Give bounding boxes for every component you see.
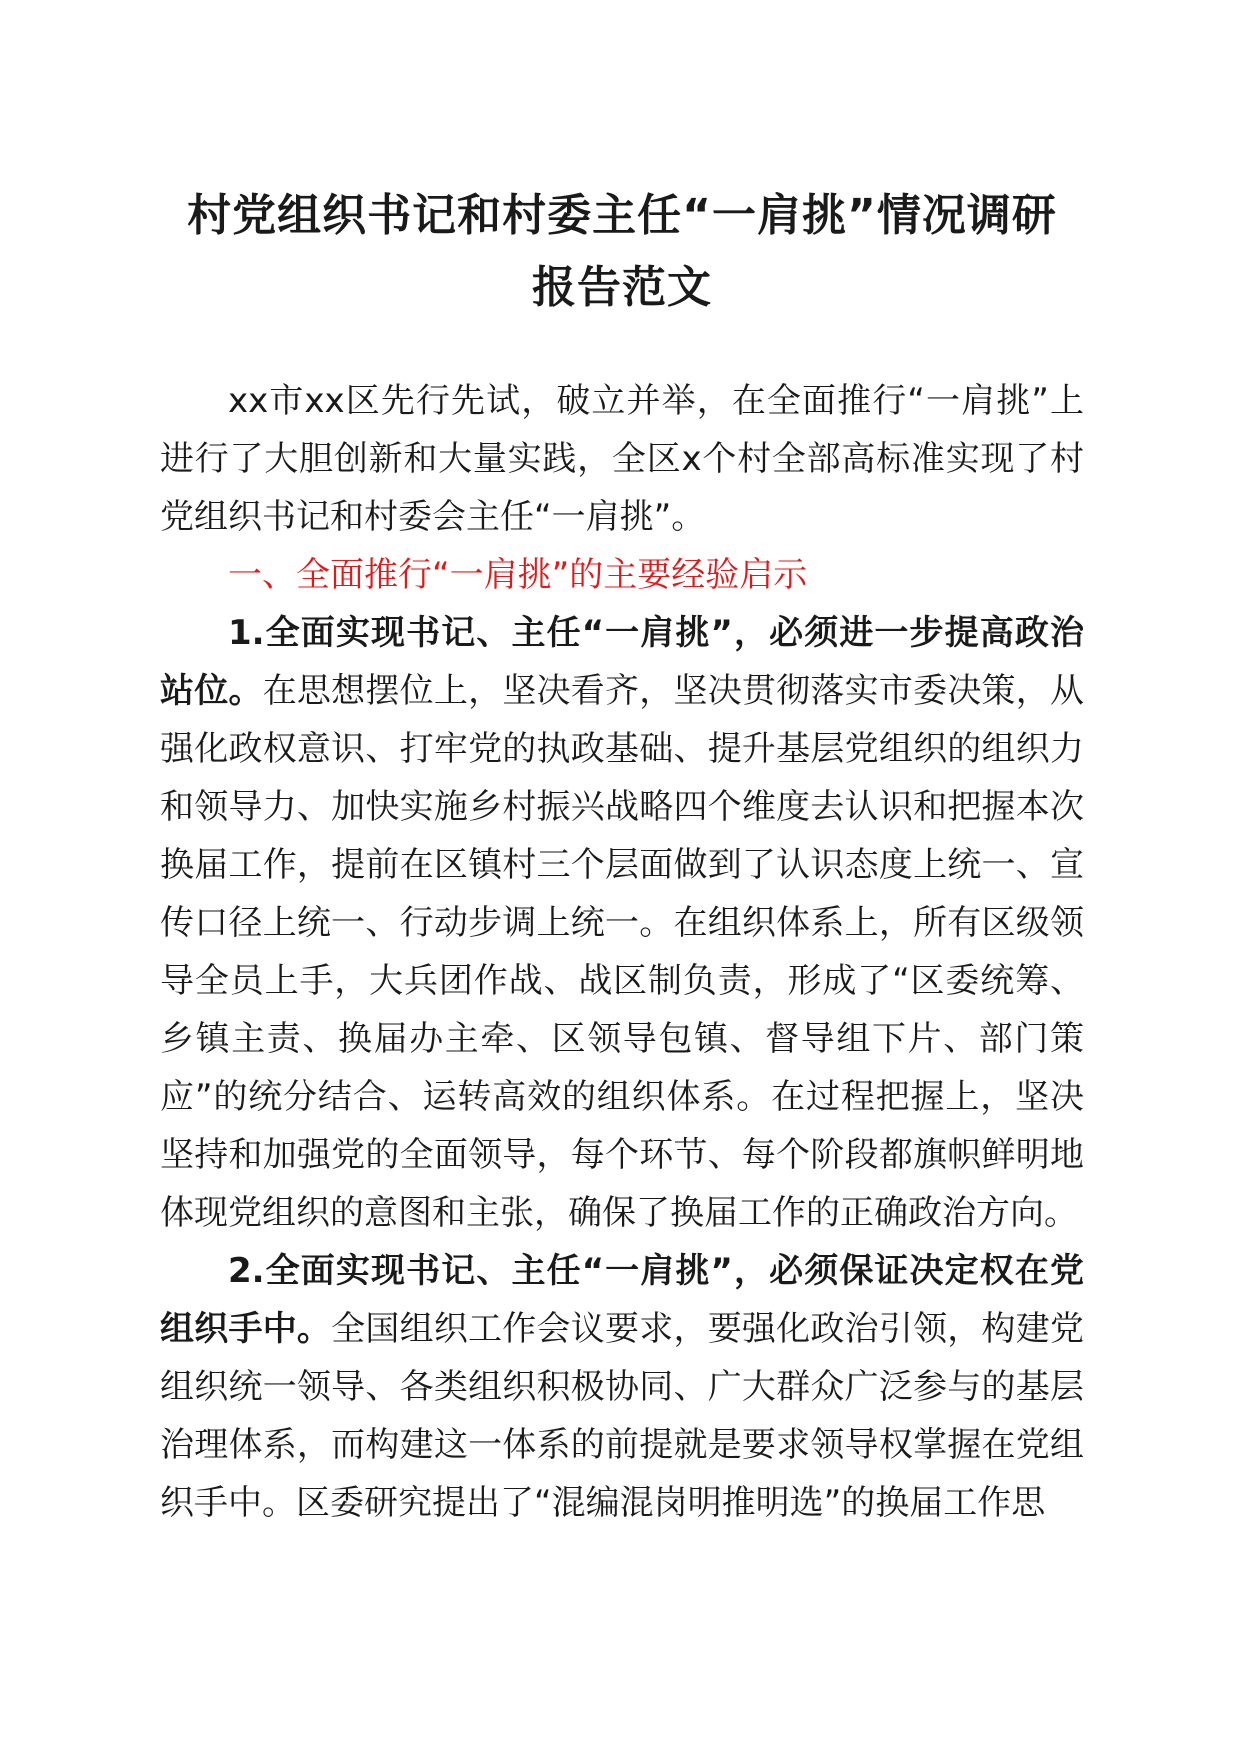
document-page xyxy=(160,180,1084,1532)
item-2-body: 全国组织工作会议要求，要强化政治引领，构建党组织统一领导、各类组织积极协同、广大群众广泛参与的基层治理体系，而构建这一体系的前提就是要求领导权掌握在党组织手中。区委研究提出了“混编混岗明推明选”的换届工作思 xyxy=(160,1309,1085,1523)
item-2-paragraph xyxy=(160,1242,1084,1532)
intro-paragraph: xx市xx区先行先试，破立并举，在全面推行“一肩挑”上进行了大胆创新和大量实践，全区x个村全部高标准实现了村党组织书记和村委会主任“一肩挑”。 xyxy=(160,381,1084,537)
document-body xyxy=(160,372,1084,1532)
item-1-lead: 1.全面实现书记、主任“一肩挑”，必须进一步提高政治站位。 xyxy=(160,613,1084,711)
document-title xyxy=(160,180,1084,324)
item-1-body: 在思想摆位上，坚决看齐，坚决贯彻落实市委决策，从强化政权意识、打牢党的执政基础、提升基层党组织的组织力和领导力、加快实施乡村振兴战略四个维度去认识和把握本次换届工作，提前在区镇村三个层面做到了认识态度上统一、宣传口径上统一、行动步调上统一。在组织体系上，所有区级领导全员上手，大兵团作战、战区制负责，形成了“区委统筹、乡镇主责、换届办主牵、区领导包镇、督导组下片、部门策应”的统分结合、运转高效的组织体系。在过程把握上，坚决坚持和加强党的全面领导，每个环节、每个阶段都旗帜鲜明地体现党组织的意图和主张，确保了换届工作的正确政治方向。 xyxy=(160,671,1085,1233)
title-line-2: 报告范文 xyxy=(532,262,712,313)
item-1-paragraph xyxy=(160,604,1084,1242)
section-1-heading: 一、全面推行“一肩挑”的主要经验启示 xyxy=(228,555,808,595)
title-line-1: 村党组织书记和村委主任“一肩挑”情况调研 xyxy=(187,190,1057,241)
item-2-lead: 2.全面实现书记、主任“一肩挑”，必须保证决定权在党组织手中。 xyxy=(160,1251,1084,1349)
